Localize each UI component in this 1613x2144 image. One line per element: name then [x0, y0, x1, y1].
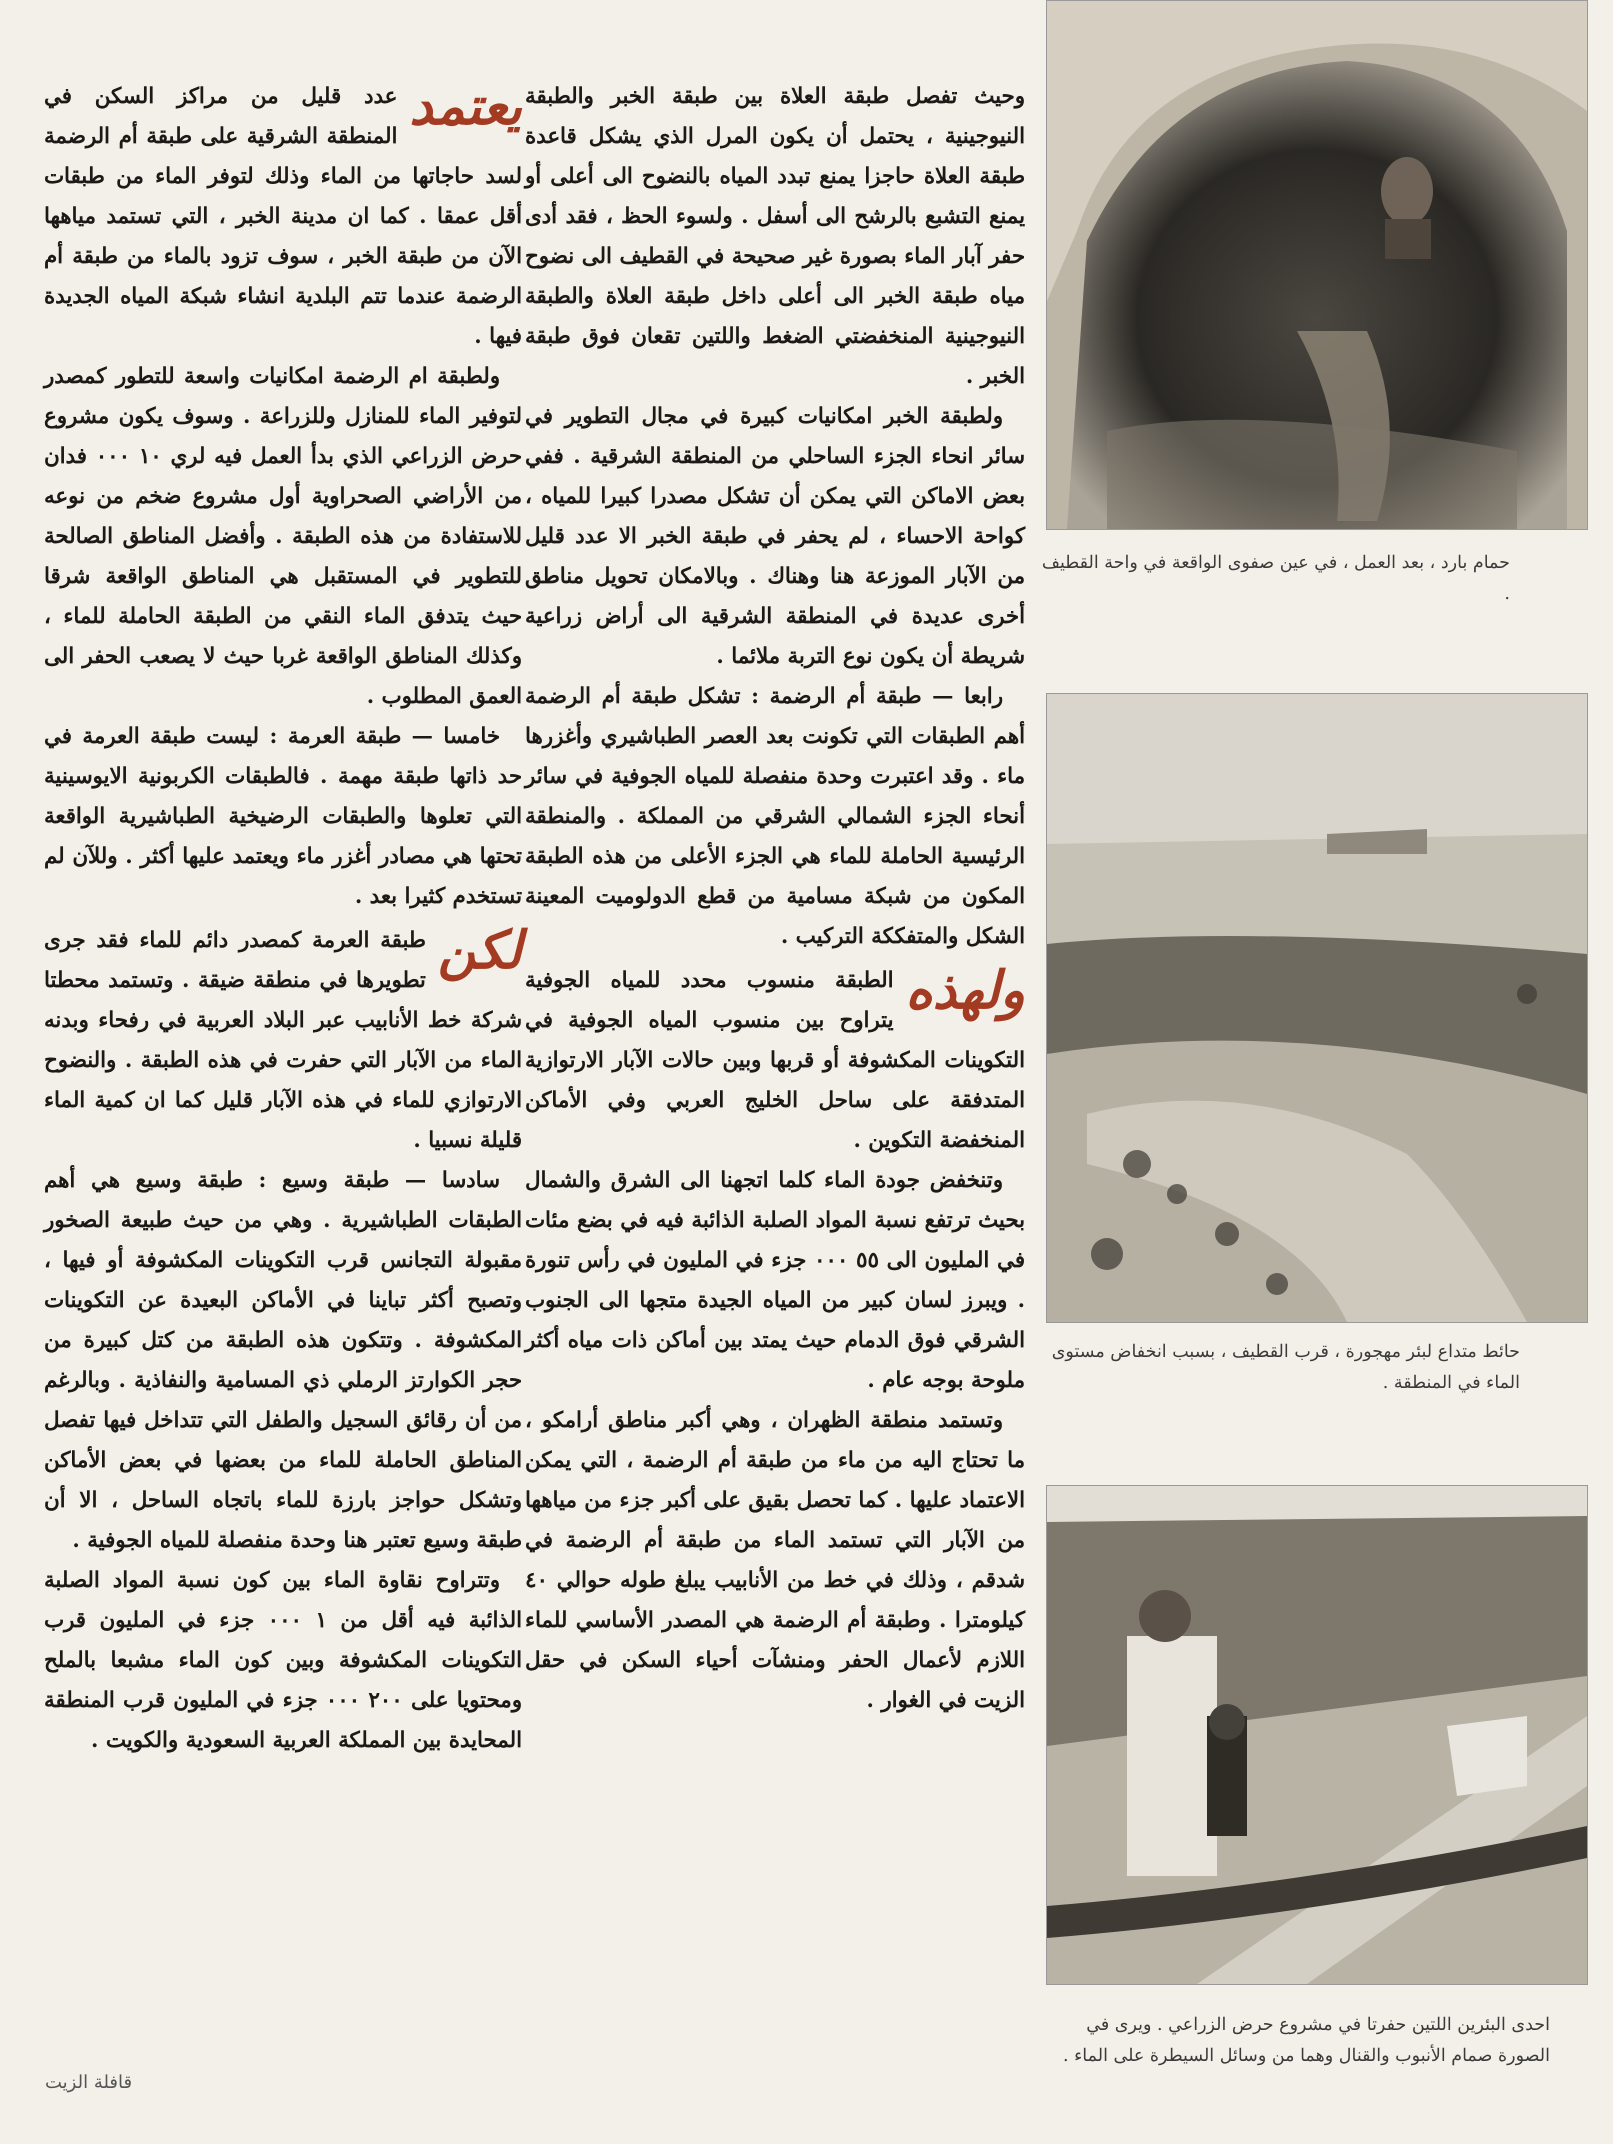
abandoned-well-photo — [1046, 693, 1588, 1323]
section-heading: خامسا — طبقة العرمة : — [269, 724, 500, 749]
irrigation-pipe-image — [1047, 1486, 1587, 1984]
paragraph: وتستمد منطقة الظهران ، وهي أكبر مناطق أرامكو ، ما تحتاج اليه من ماء من طبقة أم الرضمة ، التي يمكن الاعتماد عليها . كما تحصل بقيق على أكبر جزء من مياهها من الآبار التي تستمد الماء من طبقة أم الرضمة في شدقم ، وذلك في خط من الأنابيب يبلغ طوله حوالي ٤٠ كيلومترا . وطبقة أم الرضمة هي المصدر الأساسي للماء اللازم لأعمال الحفر ومنشآت أحياء السكن في حقل الزيت في الغوار . — [525, 1408, 1025, 1713]
paragraph: ولهذه الطبقة منسوب محدد للمياه الجوفية يتراوح بين منسوب المياه الجوفية في التكوينات المكشوفة أو قربها وبين حالات الآبار الارتوازية المتدفقة على ساحل الخليج العربي وفي الأماكن المنخفضة التكوين . — [525, 960, 1025, 1153]
section-heading: سادسا — طبقة وسيع : — [258, 1168, 500, 1193]
magazine-footer: قافلة الزيت — [45, 2072, 133, 2093]
paragraph: وتتراوح نقاوة الماء بين كون نسبة المواد الصلبة الذائبة فيه أقل من ١ ٠٠٠ جزء في المليون قرب التكوينات المكشوفة وبين كون الماء مشبعا بالملح ومحتويا على ٢٠٠ ٠٠٠ جزء في المليون قرب المنطقة المحايدة بين المملكة العربية السعودية والكويت . — [44, 1568, 522, 1753]
paragraph: خامسا — طبقة العرمة : ليست طبقة العرمة في حد ذاتها طبقة مهمة . فالطبقات الكربونية الايوسينية التي تعلوها والطبقات الرضيخية الطباشيرية الواقعة تحتها هي مصادر أغزر ماء ويعتمد عليها أكثر . وللآن لم تستخدم كثيرا بعد . — [44, 724, 522, 909]
paragraph: ولطبقة ام الرضمة امكانيات واسعة للتطور كمصدر لتوفير الماء للمنازل وللزراعة . وسوف يكون مشروع حرض الزراعي الذي بدأ العمل فيه لري ١٠ ٠٠٠ فدان من الأراضي الصحراوية أول مشروع ضخم من نوعه للاستفادة من هذه الطبقة . وأفضل المناطق الصالحة للتطوير في المستقبل هي المناطق الواقعة شرقا حيث يتدفق الماء النقي من الطبقة الحاملة للماء ، وكذلك المناطق الواقعة غربا حيث لا يصعب الحفر الى العمق المطلوب . — [44, 364, 522, 709]
abandoned-well-caption: حائط متداع لبئر مهجورة ، قرب القطيف ، بسبب انخفاض مستوى الماء في المنطقة . — [1051, 1342, 1520, 1393]
left-text-column — [44, 77, 522, 1761]
paragraph: يعتمد عدد قليل من مراكز السكن في المنطقة الشرقية على طبقة أم الرضمة لسد حاجاتها من الماء وذلك لتوفر الماء من طبقات أقل عمقا . كما ان مدينة الخبر ، التي تستمد مياهها الآن من طبقة الخبر ، سوف تزود بالماء من طبقة أم الرضمة عندما تتم البلدية انشاء شبكة المياه الجديدة فيها . — [44, 76, 522, 349]
cave-spring-photo — [1046, 0, 1588, 530]
abandoned-well-image — [1047, 694, 1587, 1322]
irrigation-pipe-caption: احدى البئرين اللتين حفرتا في مشروع حرض الزراعي . ويرى في الصورة صمام الأنبوب والقنال وهما من وسائل السيطرة على الماء . — [1062, 2015, 1550, 2066]
section-heading: رابعا — طبقة أم الرضمة : — [751, 684, 1003, 709]
paragraph: رابعا — طبقة أم الرضمة : تشكل طبقة أم الرضمة أهم الطبقات التي تكونت بعد العصر الطباشيري وأغزرها ماء . وقد اعتبرت وحدة منفصلة للمياه الجوفية في سائر أنحاء الجزء الشمالي الشرقي من المملكة . والمنطقة الرئيسية الحاملة للماء هي الجزء الأعلى من هذه الطبقة المكون من شبكة مسامية من قطع الدولوميت المعينة الشكل والمتفككة التركيب . — [525, 684, 1025, 949]
paragraph: وحيث تفصل طبقة العلاة بين طبقة الخبر والطبقة النيوجينية ، يحتمل أن يكون المرل الذي يشكل قاعدة طبقة العلاة حاجزا يمنع تبدد المياه بالنضوح الى أعلى أو يمنع التشبع بالرشح الى أسفل . ولسوء الحظ ، فقد أدى حفر آبار الماء بصورة غير صحيحة في القطيف الى نضوح مياه طبقة الخبر الى أعلى داخل طبقة العلاة والطبقة النيوجينية المنخفضتي الضغط واللتين تقعان فوق طبقة الخبر . — [525, 84, 1025, 389]
cave-spring-image — [1047, 1, 1587, 529]
paragraph: سادسا — طبقة وسيع : طبقة وسيع هي أهم الطبقات الطباشيرية . وهي من حيث طبيعة الصخور مقبولة التجانس قرب التكوينات المكشوفة أو فيها ، وتصبح أكثر تباينا في الأماكن البعيدة عن التكوينات المكشوفة . وتتكون هذه الطبقة من كتل كبيرة من حجر الكوارتز الرملي ذي المسامية والنفاذية . وبالرغم من أن رقائق السجيل والطفل التي تتداخل فيها تفصل المناطق الحاملة للماء من بعضها في بعض الأماكن وتشكل حواجز بارزة للماء باتجاه الساحل ، الا أن طبقة وسيع تعتبر هنا وحدة منفصلة للمياه الجوفية . — [44, 1168, 522, 1553]
irrigation-pipe-photo — [1046, 1485, 1588, 1985]
paragraph: وتنخفض جودة الماء كلما اتجهنا الى الشرق والشمال بحيث ترتفع نسبة المواد الصلبة الذائبة فيه في بضع مئات في المليون الى ٥٥ ٠٠٠ جزء في المليون في رأس تنورة . ويبرز لسان كبير من المياه الجيدة متجها الى الجنوب الشرقي فوق الدمام حيث يمتد بين أماكن ذات مياه أكثر ملوحة بوجه عام . — [525, 1168, 1025, 1393]
drop-cap: لكن — [437, 920, 522, 981]
paragraph: لكن طبقة العرمة كمصدر دائم للماء فقد جرى تطويرها في منطقة ضيقة . وتستمد محطتا شركة خط الأنابيب عبر البلاد العربية في رفحاء وبدنه الماء من الآبار التي حفرت في هذه الطبقة . والنضوح الارتوازي للماء في هذه الآبار قليل كما ان كمية الماء قليلة نسبيا . — [44, 920, 522, 1153]
cave-spring-caption: حمام بارد ، بعد العمل ، في عين صفوى الواقعة في واحة القطيف . — [1041, 553, 1510, 604]
drop-cap: يعتمد — [409, 76, 522, 137]
paragraph: ولطبقة الخبر امكانيات كبيرة في مجال التطوير في سائر انحاء الجزء الساحلي من المنطقة الشرقية . ففي بعض الاماكن التي يمكن أن تشكل مصدرا كبيرا للمياه ، كواحة الاحساء ، لم يحفر في طبقة الخبر الا عدد قليل من الآبار الموزعة هنا وهناك . وبالامكان تحويل مناطق أخرى عديدة في المنطقة الشرقية الى أراض زراعية شريطة أن يكون نوع التربة ملائما . — [525, 404, 1025, 669]
drop-cap: ولهذه — [905, 960, 1025, 1021]
middle-text-column — [525, 77, 1025, 1721]
